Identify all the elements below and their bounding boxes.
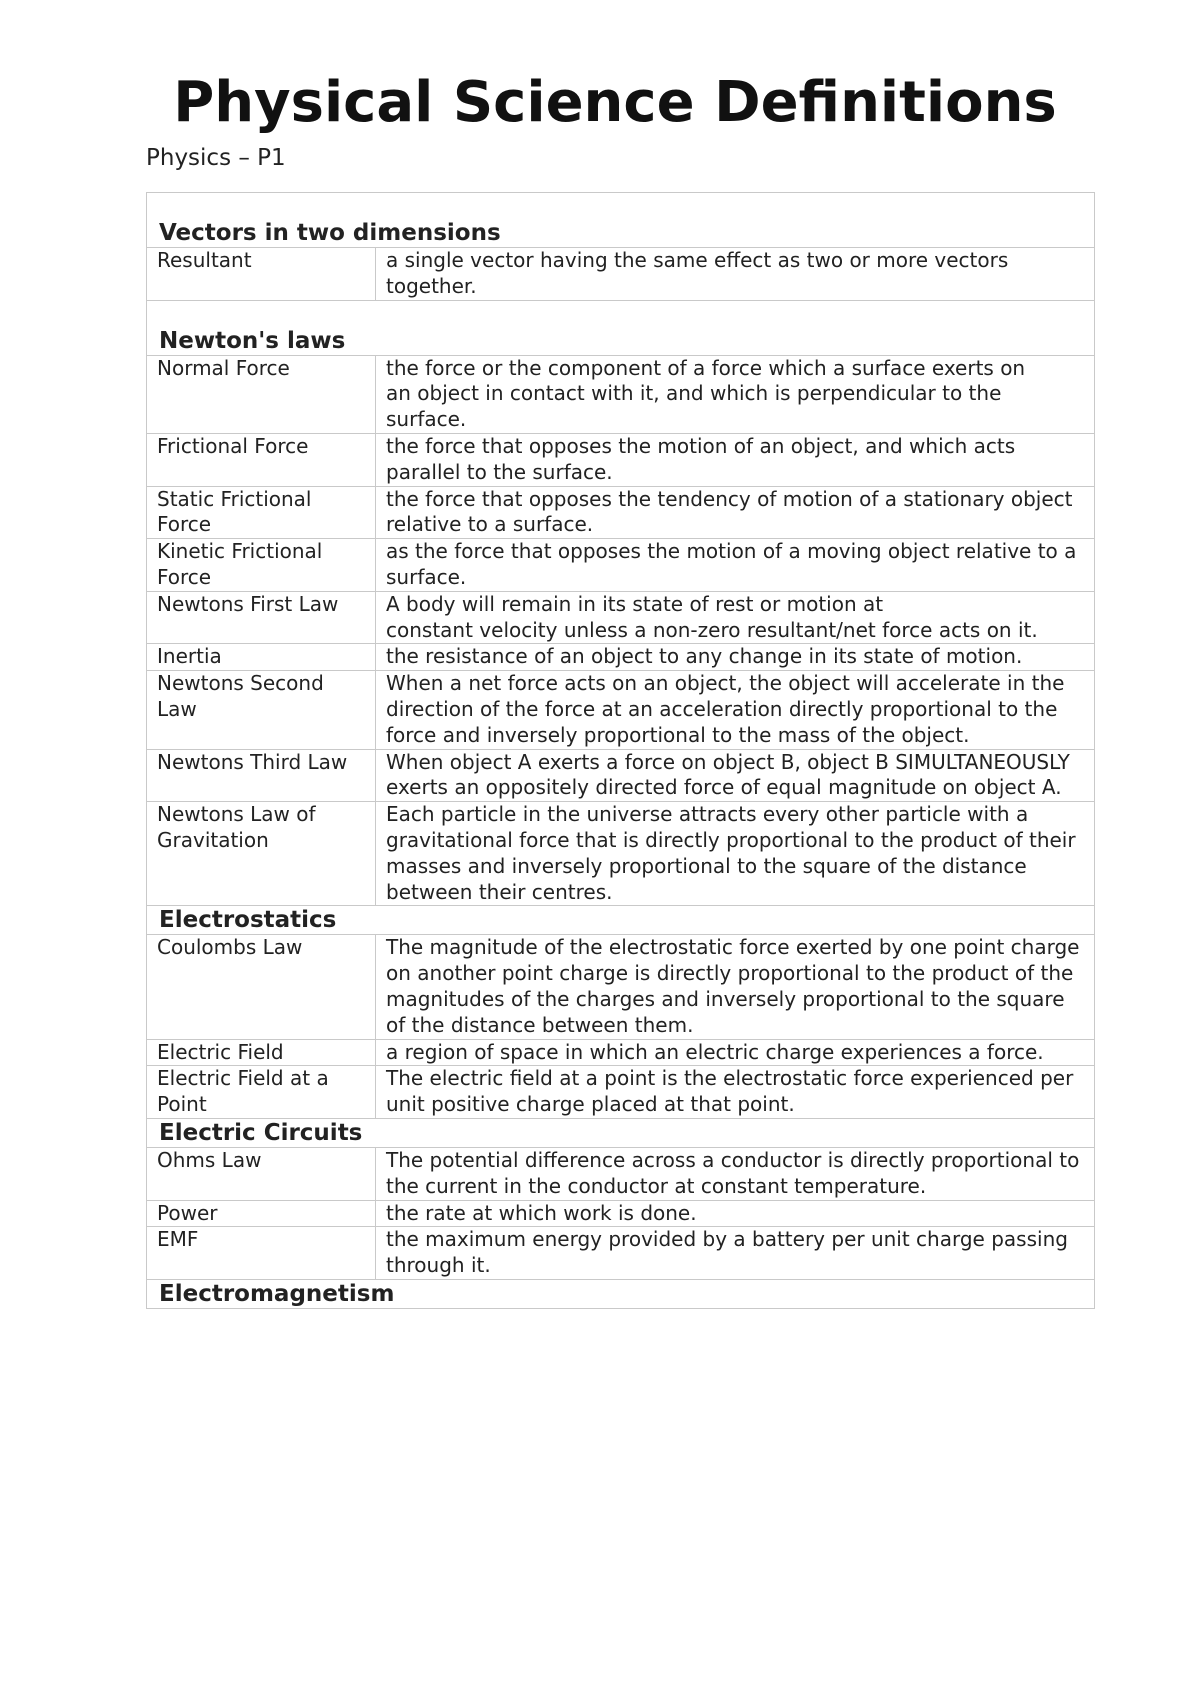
definition-row — [147, 1066, 1095, 1119]
section-heading: Electric Circuits — [147, 1118, 1095, 1147]
definition-row — [147, 1147, 1095, 1200]
definition-line: constant velocity unless a non-zero resultant/net force acts on it. — [386, 617, 1038, 642]
definition-row — [147, 1200, 1095, 1227]
definition-row — [147, 802, 1095, 906]
definition-cell — [376, 802, 1095, 906]
definition-cell: a region of space in which an electric charge experiences a force. — [376, 1039, 1095, 1066]
section-header-row — [147, 1279, 1095, 1308]
term-cell: Static Frictional Force — [147, 486, 376, 539]
term-cell: Newtons Third Law — [147, 749, 376, 802]
definition-line: masses and inversely proportional to the square of the distance between their centres. — [386, 853, 1027, 904]
definition-cell: The magnitude of the electrostatic force exerted by one point charge on another point charge is directly proportional to the product of the magnitudes of the charges and inversely proportional to the square of the distance between them. — [376, 935, 1095, 1039]
definition-row — [147, 1227, 1095, 1280]
definition-cell: The electric field at a point is the electrostatic force experienced per unit positive charge placed at that point. — [376, 1066, 1095, 1119]
definition-cell — [376, 433, 1095, 486]
definitions-table — [146, 192, 1095, 1309]
definition-cell — [376, 591, 1095, 644]
section-header-row — [147, 906, 1095, 935]
term-cell: Frictional Force — [147, 433, 376, 486]
term-cell: Ohms Law — [147, 1147, 376, 1200]
definition-cell: When object A exerts a force on object B, object B SIMULTANEOUSLY exerts an oppositely directed force of equal magnitude on object A. — [376, 749, 1095, 802]
section-header-row — [147, 300, 1095, 355]
definition-row — [147, 1039, 1095, 1066]
definition-row — [147, 591, 1095, 644]
definition-cell: When a net force acts on an object, the object will accelerate in the direction of the force at an acceleration directly proportional to the force and inversely proportional to the mass of the object. — [376, 671, 1095, 749]
term-cell: Kinetic Frictional Force — [147, 539, 376, 592]
term-cell: Electric Field — [147, 1039, 376, 1066]
definition-line: A body will remain in its state of rest or motion at — [386, 591, 884, 616]
definition-cell: a single vector having the same effect as two or more vectors together. — [376, 248, 1095, 301]
definition-row — [147, 486, 1095, 539]
section-heading: Electromagnetism — [147, 1279, 1095, 1308]
definition-row — [147, 248, 1095, 301]
definition-row — [147, 355, 1095, 433]
definition-row — [147, 749, 1095, 802]
definition-cell: the rate at which work is done. — [376, 1200, 1095, 1227]
definition-row — [147, 671, 1095, 749]
definition-line: the force that opposes the motion of an object, and which acts — [386, 433, 1016, 458]
term-cell: EMF — [147, 1227, 376, 1280]
term-cell: Newtons Second Law — [147, 671, 376, 749]
section-heading: Newton's laws — [147, 300, 1095, 355]
definition-cell: the maximum energy provided by a battery per unit charge passing through it. — [376, 1227, 1095, 1280]
term-cell: Inertia — [147, 644, 376, 671]
definition-line: the force or the component of a force which a surface exerts on — [386, 355, 1026, 380]
definition-cell — [376, 355, 1095, 433]
term-cell: Resultant — [147, 248, 376, 301]
section-header-row — [147, 1118, 1095, 1147]
term-cell: Normal Force — [147, 355, 376, 433]
page-subtitle: Physics – P1 — [146, 145, 286, 171]
definition-line: an object in contact with it, and which is perpendicular to the surface. — [386, 381, 1002, 432]
definition-cell: the resistance of an object to any change in its state of motion. — [376, 644, 1095, 671]
section-heading: Vectors in two dimensions — [147, 193, 1095, 248]
definition-row — [147, 644, 1095, 671]
definition-row — [147, 935, 1095, 1039]
definition-row — [147, 539, 1095, 592]
definitions-table-body — [147, 193, 1095, 1309]
definition-cell: the force that opposes the tendency of motion of a stationary object relative to a surface. — [376, 486, 1095, 539]
section-heading: Electrostatics — [147, 906, 1095, 935]
term-cell: Newtons First Law — [147, 591, 376, 644]
definition-line: Each particle in the universe attracts every other particle with a gravitational force that is directly proportional to the product of their — [386, 802, 1076, 852]
definition-cell: as the force that opposes the motion of a moving object relative to a surface. — [376, 539, 1095, 592]
term-cell: Newtons Law of Gravitation — [147, 802, 376, 906]
term-cell: Power — [147, 1200, 376, 1227]
term-cell: Electric Field at a Point — [147, 1066, 376, 1119]
definition-cell: The potential difference across a conductor is directly proportional to the current in the conductor at constant temperature. — [376, 1147, 1095, 1200]
definition-line: parallel to the surface. — [386, 459, 613, 484]
term-cell: Coulombs Law — [147, 935, 376, 1039]
section-header-row — [147, 193, 1095, 248]
page-title: Physical Science Definitions — [173, 70, 1057, 135]
definition-row — [147, 433, 1095, 486]
